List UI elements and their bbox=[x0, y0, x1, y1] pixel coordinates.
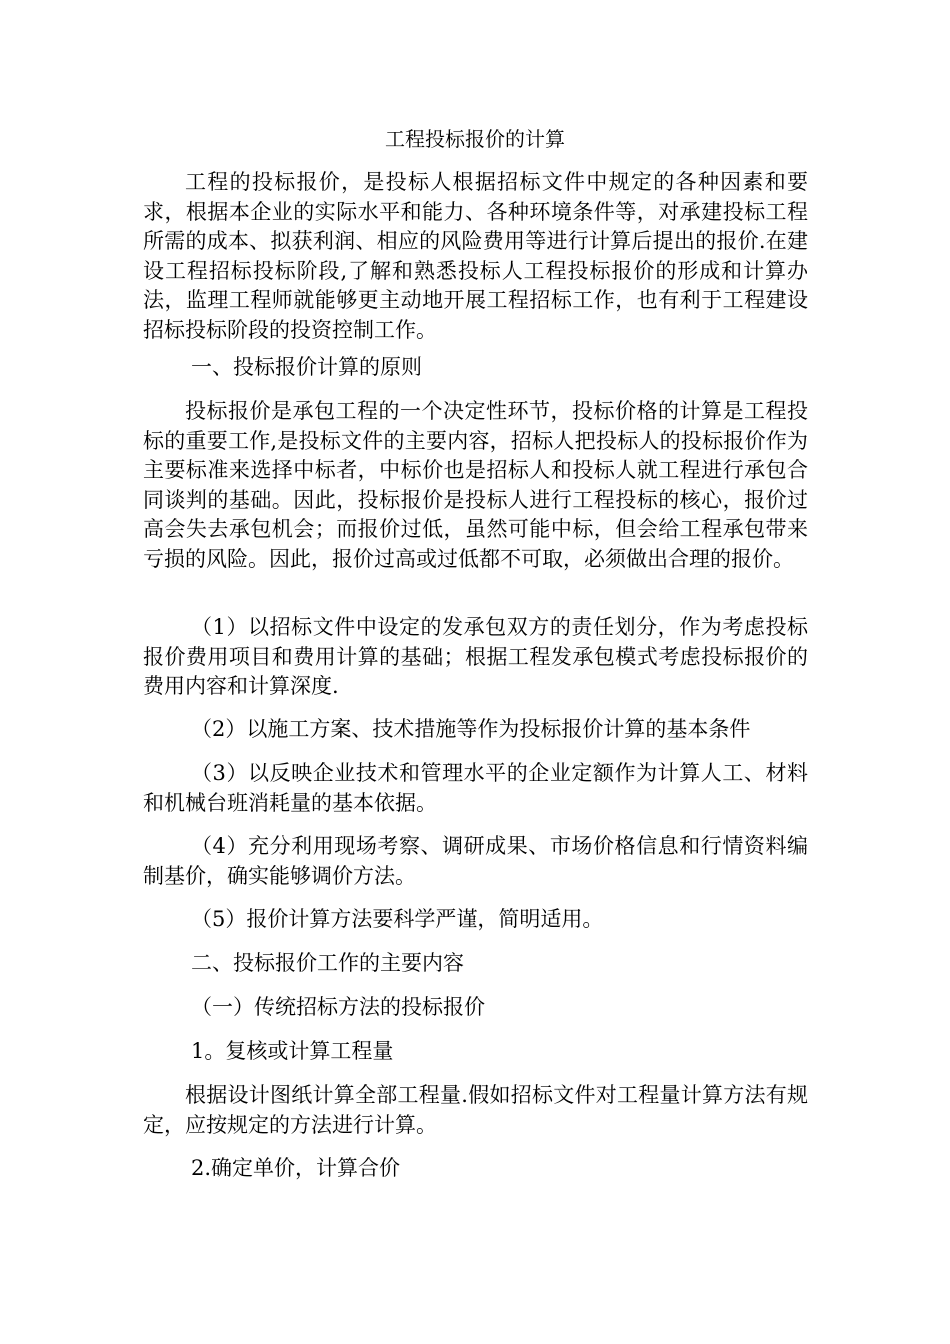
section2-heading: 二、投标报价工作的主要内容 bbox=[191, 951, 464, 975]
item1-paragraph: 根据设计图纸计算全部工程量.假如招标文件对工程量计算方法有规定，应按规定的方法进行计算。 bbox=[143, 1083, 808, 1137]
document-title: 工程投标报价的计算 bbox=[385, 127, 565, 151]
item2-heading: 2.确定单价，计算合价 bbox=[191, 1156, 401, 1180]
section1-paragraph: 投标报价是承包工程的一个决定性环节，投标价格的计算是工程投标的重要工作,是投标文件的主要内容，招标人把投标人的投标报价作为主要标准来选择中标者，中标价也是招标人和投标人就工程进行承包合同谈判的基础。因此，投标报价是投标人进行工程投标的核心，报价过高会失去承包机会；而报价过低，虽然可能中标，但会给工程承包带来亏损的风险。因此，报价过高或过低都不可取，必须做出合理的报价。 bbox=[143, 399, 808, 571]
section1-heading: 一、投标报价计算的原则 bbox=[191, 355, 422, 379]
subsection1-heading: （一）传统招标方法的投标报价 bbox=[191, 995, 485, 1019]
intro-paragraph: 工程的投标报价，是投标人根据招标文件中规定的各种因素和要求，根据本企业的实际水平和能力、各种环境条件等，对承建投标工程所需的成本、拟获利润、相应的风险费用等进行计算后提出的报价.在建设工程招标投标阶段,了解和熟悉投标人工程投标报价的形成和计算办法，监理工程师就能够更主动地开展工程招标工作，也有利于工程建设招标投标阶段的投资控制工作。 bbox=[143, 170, 808, 342]
principle-item-5: （5）报价计算方法要科学严谨，简明适用。 bbox=[191, 907, 604, 931]
principle-item-2: （2）以施工方案、技术措施等作为投标报价计算的基本条件 bbox=[191, 717, 751, 741]
principle-item-1: （1）以招标文件中设定的发承包双方的责任划分，作为考虑投标报价费用项目和费用计算的基础；根据工程发承包模式考虑投标报价的费用内容和计算深度. bbox=[143, 615, 808, 698]
item1-heading: 1。复核或计算工程量 bbox=[191, 1039, 394, 1063]
principle-item-4: （4）充分利用现场考察、调研成果、市场价格信息和行情资料编制基价，确实能够调价方法。 bbox=[143, 834, 808, 888]
principle-item-3: （3）以反映企业技术和管理水平的企业定额作为计算人工、材料和机械台班消耗量的基本依据。 bbox=[143, 761, 808, 815]
